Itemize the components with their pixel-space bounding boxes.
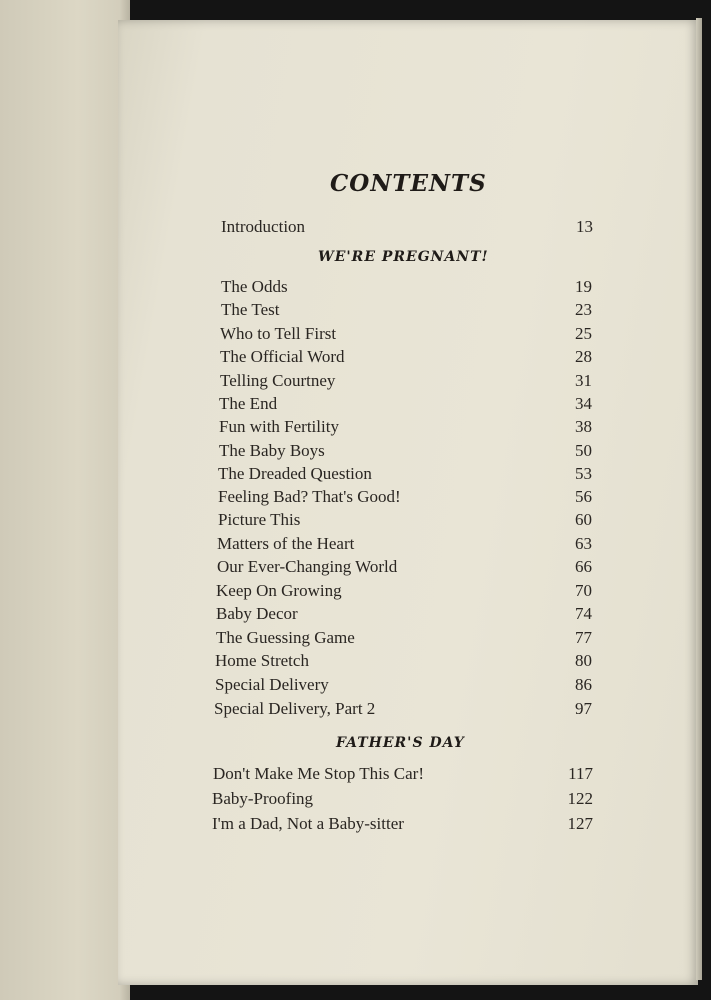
toc-entry-page: 13 <box>576 217 593 236</box>
toc-entry-label: Keep On Growing <box>216 581 342 600</box>
toc-entry-label: Fun with Fertility <box>219 417 339 436</box>
toc-entry-page: 86 <box>575 675 592 694</box>
toc-entry-page: 31 <box>575 371 592 390</box>
toc-entry-label: The Official Word <box>220 347 345 366</box>
toc-entry-page: 34 <box>575 394 592 413</box>
toc-entry-label: Who to Tell First <box>220 324 337 343</box>
toc-entry-label: Telling Courtney <box>220 371 336 390</box>
toc-entry-page: 50 <box>575 441 592 460</box>
toc-entry-page: 127 <box>567 814 593 833</box>
toc-entry-page: 19 <box>575 277 592 296</box>
toc-entry-page: 53 <box>575 464 592 483</box>
toc-entry-page: 60 <box>575 510 592 529</box>
toc-entry-page: 117 <box>568 764 593 783</box>
toc-entry-page: 56 <box>575 487 592 506</box>
toc-entry-page: 74 <box>575 604 592 623</box>
toc-entry-label: The Odds <box>221 277 288 296</box>
toc-entry-page: 66 <box>575 557 592 576</box>
toc-entry-page: 122 <box>567 789 593 808</box>
toc-entry-label: Special Delivery <box>215 675 329 694</box>
toc-entry-label: Picture This <box>218 510 301 529</box>
toc-entry-label: The End <box>219 394 278 413</box>
toc-entry-label: Our Ever-Changing World <box>217 557 398 576</box>
toc-entry-page: 25 <box>575 324 592 343</box>
toc-entry-page: 77 <box>575 628 592 647</box>
section-title-pregnant: WE'RE PREGNANT! <box>318 249 489 265</box>
section-title-fathers-day: FATHER'S DAY <box>336 735 465 751</box>
toc-entry-label: Don't Make Me Stop This Car! <box>213 764 424 783</box>
toc-entry-label: The Guessing Game <box>216 628 355 647</box>
toc-entry-page: 80 <box>575 651 592 670</box>
toc-entry-page: 23 <box>575 300 592 319</box>
toc-entry-label: Introduction <box>221 217 306 236</box>
contents-title: CONTENTS <box>330 170 487 197</box>
toc-entry-label: The Test <box>221 300 280 319</box>
toc-entry-label: The Baby Boys <box>219 441 325 460</box>
toc-entry-page: 97 <box>575 699 592 718</box>
toc-entry-label: Feeling Bad? That's Good! <box>218 487 401 506</box>
toc-entry-label: I'm a Dad, Not a Baby-sitter <box>212 814 404 833</box>
toc-entry-label: Matters of the Heart <box>217 534 355 553</box>
toc-entry-label: Baby-Proofing <box>212 789 314 808</box>
toc-entry-page: 28 <box>575 347 592 366</box>
toc-entry-label: Baby Decor <box>216 604 298 623</box>
toc-entry-label: Home Stretch <box>215 651 309 670</box>
toc-entry-label: Special Delivery, Part 2 <box>214 699 376 718</box>
toc-entry-page: 63 <box>575 534 592 553</box>
toc-entry-page: 70 <box>575 581 592 600</box>
toc-entry-label: The Dreaded Question <box>218 464 372 483</box>
toc-entry-page: 38 <box>575 417 592 436</box>
